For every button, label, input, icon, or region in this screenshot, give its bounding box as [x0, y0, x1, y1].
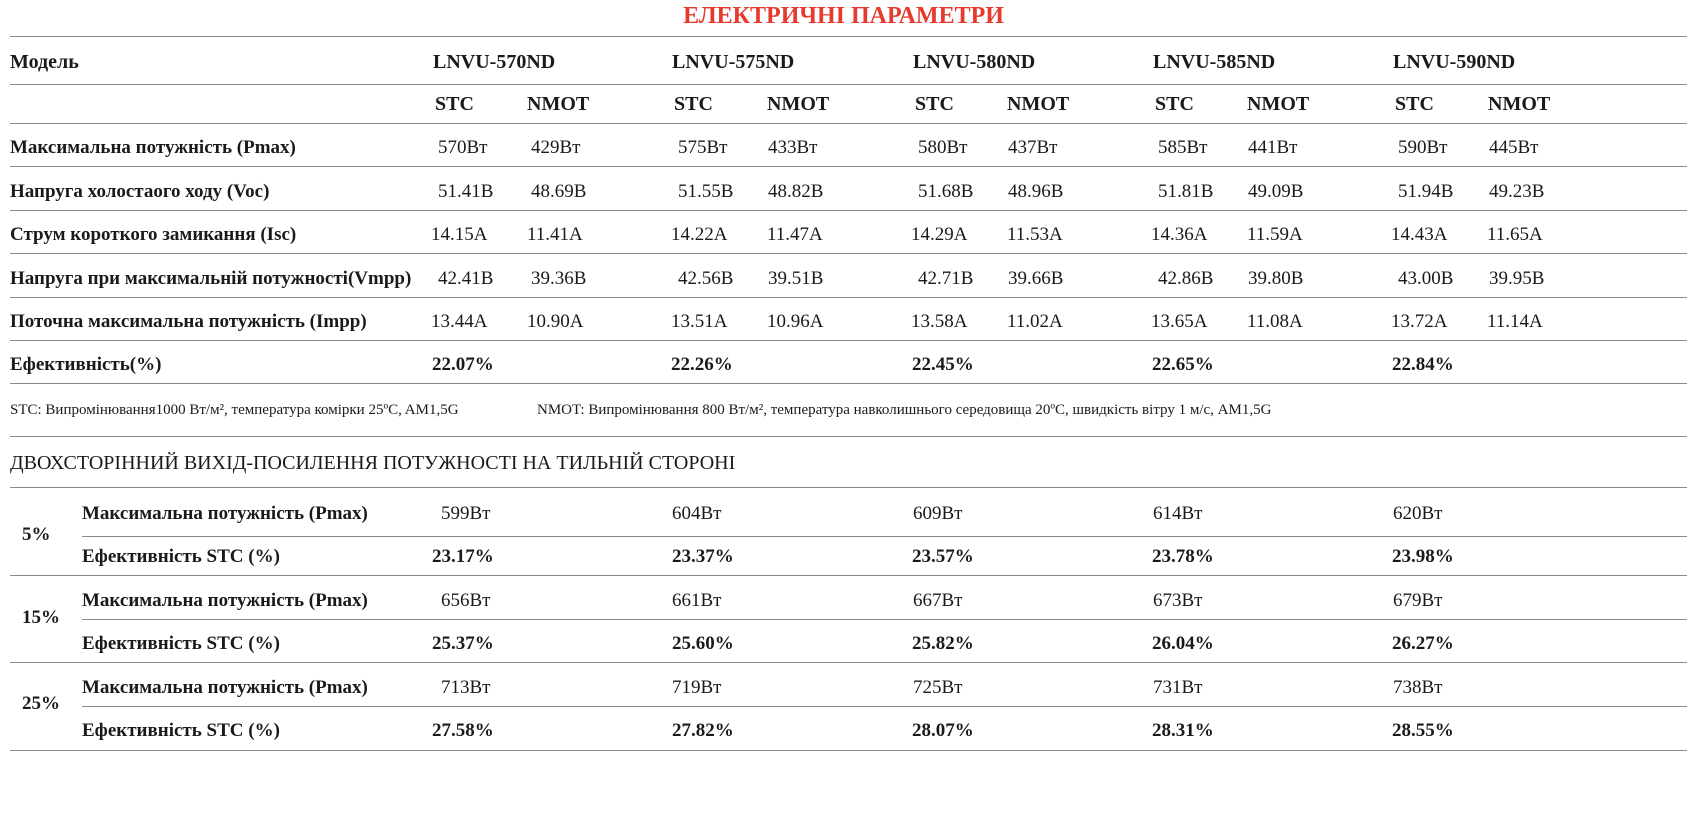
stc-value: 51.68В [918, 181, 974, 202]
nmot-value: 39.51В [768, 268, 824, 289]
stc-value: 51.41В [438, 181, 494, 202]
bifacial-pmax-value: 725Вт [913, 677, 963, 698]
bifacial-eff-value: 28.55% [1392, 720, 1454, 741]
bifacial-subrule-2 [82, 706, 1687, 707]
bifacial-pmax-value: 614Вт [1153, 503, 1203, 524]
bifacial-pmax-value: 673Вт [1153, 590, 1203, 611]
stc-value: 13.65А [1151, 311, 1208, 332]
stc-value: 13.44А [431, 311, 488, 332]
model-name: LNVU-575ND [672, 51, 795, 73]
nmot-value: 48.69В [531, 181, 587, 202]
model-name: LNVU-570ND [433, 51, 556, 73]
nmot-header: NMOT [1247, 93, 1310, 115]
stc-value: 14.29А [911, 224, 968, 245]
rule-13 [10, 750, 1687, 751]
stc-value: 13.72А [1391, 311, 1448, 332]
nmot-header: NMOT [767, 93, 830, 115]
rule-1 [10, 84, 1687, 85]
nmot-note: NMOT: Випромінювання 800 Вт/м², температура навколишнього середовища 20ºC, швидкість вітру 1 м/с, AM1,5G [537, 402, 1272, 418]
nmot-value: 39.95В [1489, 268, 1545, 289]
nmot-value: 445Вт [1489, 137, 1539, 158]
nmot-value: 11.41А [527, 224, 583, 245]
rule-6 [10, 297, 1687, 298]
stc-value: 42.86В [1158, 268, 1214, 289]
stc-value: 42.71В [918, 268, 974, 289]
bifacial-eff-value: 23.78% [1152, 546, 1214, 567]
nmot-value: 433Вт [768, 137, 818, 158]
bifacial-eff-value: 27.82% [672, 720, 734, 741]
bifacial-pmax-value: 719Вт [672, 677, 722, 698]
nmot-value: 39.80В [1248, 268, 1304, 289]
efficiency-value: 22.26% [671, 354, 733, 375]
bifacial-pmax-value: 599Вт [441, 503, 491, 524]
bifacial-eff-value: 26.27% [1392, 633, 1454, 654]
nmot-value: 437Вт [1008, 137, 1058, 158]
param-label: Напруга при максимальній потужності(Vmpp) [10, 268, 412, 289]
nmot-value: 10.96А [767, 311, 824, 332]
rule-9 [10, 436, 1687, 437]
nmot-value: 48.82В [768, 181, 824, 202]
stc-note: STC: Випромінювання1000 Вт/м², температура комірки 25ºC, AM1,5G [10, 402, 459, 418]
gain-percent: 5% [22, 524, 51, 545]
stc-value: 590Вт [1398, 137, 1448, 158]
gain-percent: 15% [22, 607, 60, 628]
bifacial-pmax-value: 604Вт [672, 503, 722, 524]
bifacial-subrule-1 [82, 619, 1687, 620]
param-label: Струм короткого замикання (Isc) [10, 224, 297, 245]
stc-value: 42.41В [438, 268, 494, 289]
rule-8 [10, 383, 1687, 384]
bifacial-pmax-label: Максимальна потужність (Pmax) [82, 677, 368, 698]
bifacial-eff-label: Ефективність STC (%) [82, 633, 280, 654]
nmot-value: 429Вт [531, 137, 581, 158]
stc-value: 13.51А [671, 311, 728, 332]
bifacial-eff-value: 26.04% [1152, 633, 1214, 654]
bifacial-eff-value: 25.82% [912, 633, 974, 654]
bifacial-eff-value: 23.17% [432, 546, 494, 567]
bifacial-eff-value: 25.37% [432, 633, 494, 654]
param-label: Максимальна потужність (Pmax) [10, 137, 296, 158]
bifacial-title: ДВОХСТОРІННИЙ ВИХІД-ПОСИЛЕННЯ ПОТУЖНОСТІ НА ТИЛЬНІЙ СТОРОНІ [10, 452, 736, 474]
param-label: Напруга холостаого ходу (Voc) [10, 181, 270, 202]
bifacial-pmax-label: Максимальна потужність (Pmax) [82, 503, 368, 524]
rule-2 [10, 123, 1687, 124]
nmot-value: 11.53А [1007, 224, 1063, 245]
bifacial-eff-label: Ефективність STC (%) [82, 546, 280, 567]
nmot-value: 39.36В [531, 268, 587, 289]
efficiency-value: 22.84% [1392, 354, 1454, 375]
stc-header: STC [435, 93, 474, 115]
bifacial-eff-value: 23.98% [1392, 546, 1454, 567]
bifacial-pmax-value: 667Вт [913, 590, 963, 611]
nmot-value: 11.08А [1247, 311, 1303, 332]
stc-value: 43.00В [1398, 268, 1454, 289]
nmot-value: 11.59А [1247, 224, 1303, 245]
stc-value: 14.36А [1151, 224, 1208, 245]
rule-4 [10, 210, 1687, 211]
stc-value: 51.55В [678, 181, 734, 202]
param-label: Поточна максимальна потужність (Impp) [10, 311, 367, 332]
stc-value: 570Вт [438, 137, 488, 158]
stc-value: 585Вт [1158, 137, 1208, 158]
model-label: Модель [10, 51, 79, 73]
nmot-value: 48.96В [1008, 181, 1064, 202]
bifacial-subrule-0 [82, 536, 1687, 537]
bifacial-eff-value: 28.07% [912, 720, 974, 741]
efficiency-value: 22.65% [1152, 354, 1214, 375]
stc-header: STC [674, 93, 713, 115]
rule-12 [10, 662, 1687, 663]
bifacial-eff-value: 28.31% [1152, 720, 1214, 741]
stc-value: 580Вт [918, 137, 968, 158]
rule-10 [10, 487, 1687, 488]
bifacial-eff-value: 23.37% [672, 546, 734, 567]
nmot-value: 49.23В [1489, 181, 1545, 202]
rule-3 [10, 166, 1687, 167]
efficiency-value: 22.45% [912, 354, 974, 375]
stc-value: 13.58А [911, 311, 968, 332]
nmot-header: NMOT [1488, 93, 1551, 115]
efficiency-label: Ефективність(%) [10, 354, 162, 375]
bifacial-pmax-value: 679Вт [1393, 590, 1443, 611]
efficiency-value: 22.07% [432, 354, 494, 375]
rule-0 [10, 36, 1687, 37]
rule-5 [10, 253, 1687, 254]
nmot-header: NMOT [527, 93, 590, 115]
nmot-value: 441Вт [1248, 137, 1298, 158]
bifacial-pmax-value: 620Вт [1393, 503, 1443, 524]
stc-value: 575Вт [678, 137, 728, 158]
stc-value: 14.43А [1391, 224, 1448, 245]
nmot-value: 11.65А [1487, 224, 1543, 245]
stc-header: STC [915, 93, 954, 115]
bifacial-pmax-value: 713Вт [441, 677, 491, 698]
stc-header: STC [1155, 93, 1194, 115]
stc-value: 51.94В [1398, 181, 1454, 202]
bifacial-pmax-value: 731Вт [1153, 677, 1203, 698]
model-name: LNVU-580ND [913, 51, 1036, 73]
stc-header: STC [1395, 93, 1434, 115]
model-name: LNVU-585ND [1153, 51, 1276, 73]
nmot-value: 11.47А [767, 224, 823, 245]
rule-11 [10, 575, 1687, 576]
nmot-value: 10.90А [527, 311, 584, 332]
page-title: ЕЛЕКТРИЧНІ ПАРАМЕТРИ [683, 3, 1004, 29]
rule-7 [10, 340, 1687, 341]
nmot-value: 11.02А [1007, 311, 1063, 332]
nmot-header: NMOT [1007, 93, 1070, 115]
model-name: LNVU-590ND [1393, 51, 1516, 73]
bifacial-pmax-value: 656Вт [441, 590, 491, 611]
bifacial-pmax-value: 661Вт [672, 590, 722, 611]
stc-value: 42.56В [678, 268, 734, 289]
gain-percent: 25% [22, 693, 60, 714]
nmot-value: 11.14А [1487, 311, 1543, 332]
bifacial-pmax-label: Максимальна потужність (Pmax) [82, 590, 368, 611]
nmot-value: 49.09В [1248, 181, 1304, 202]
nmot-value: 39.66В [1008, 268, 1064, 289]
bifacial-eff-value: 25.60% [672, 633, 734, 654]
bifacial-eff-value: 27.58% [432, 720, 494, 741]
bifacial-pmax-value: 609Вт [913, 503, 963, 524]
bifacial-eff-value: 23.57% [912, 546, 974, 567]
bifacial-eff-label: Ефективність STC (%) [82, 720, 280, 741]
bifacial-pmax-value: 738Вт [1393, 677, 1443, 698]
stc-value: 14.22А [671, 224, 728, 245]
stc-value: 51.81В [1158, 181, 1214, 202]
stc-value: 14.15А [431, 224, 488, 245]
